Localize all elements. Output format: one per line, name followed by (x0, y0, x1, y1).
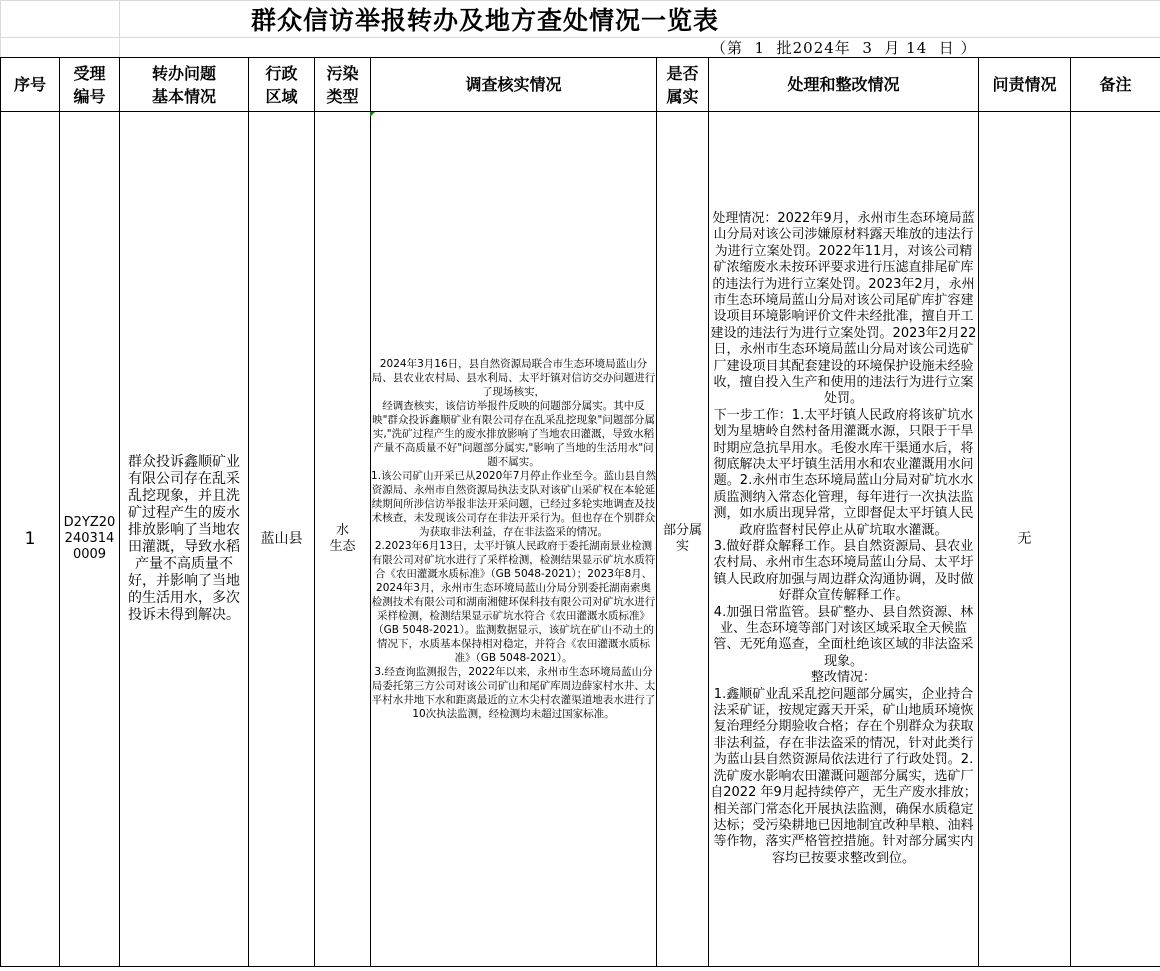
cell-issue[interactable]: 群众投诉鑫顺矿业有限公司存在乱采乱挖现象，并且洗矿过程产生的废水排放影响了当地农田灌溉，导致水稻产量不高质量不好，并影响了当地的生活用水，多次投诉未得到解决。 (120, 112, 249, 967)
header-issue: 转办问题 基本情况 (120, 58, 249, 112)
cell-seq[interactable]: 1 (1, 112, 60, 967)
header-acceptance-no: 受理 编号 (60, 58, 120, 112)
batch-date-line: （第 1 批2024年 3 月 14 日 ） (711, 39, 977, 57)
cell-handling[interactable]: 处理情况：2022年9月，永州市生态环境局蓝山分局对该公司涉嫌原材料露天堆放的违法行为进行立案处罚。2022年11月，对该公司精矿浓缩废水未按环评要求进行压滤直排尾矿库的违法行为进行立案处罚。2023年2月，永州市生态环境局蓝山分局对该公司尾矿库扩容建设项目环境影响评价文件未经批准，擅自开工建设的违法行为进行立案处罚。2023年2月22日，永州市生态环境局蓝山分局对该公司选矿厂建设项目其配套建设的环境保护设施未经验收，擅自投入生产和使用的违法行为进行立案处罚。 下一步工作：1.太平圩镇人民政府将该矿坑水划为星塘岭自然村备用灌溉水源，只限于干旱时期应急抗旱用水。毛俊水库干渠通水后，将彻底解决太平圩镇生活用水和农业灌溉用水问题。2.永州市生态环境局蓝山分局对矿坑水水质监测纳入常态化管理，每年进行一次执法监测，如水质出现异常，立即督促太平圩镇人民政府监督村民停止从矿坑取水灌溉。 3.做好群众解释工作。县自然资源局、县农业农村局、永州市生态环境局蓝山分局、太平圩镇人民政府加强与周边群众沟通协调，及时做好群众宣传解释工作。 4.加强日常监管。县矿整办、县自然资源、林业、生态环境等部门对该区域采取全天候监管、无死角巡查，全面杜绝该区域的非法盗采现象。 整改情况： 1.鑫顺矿业乱采乱挖问题部分属实，企业持合法采矿证，按规定露天开采，矿山地质环境恢复治理经分期验收合格；存在个别群众为获取非法利益，存在非法盗采的情况，针对此类行为蓝山县自然资源局依法进行了行政处罚。2.洗矿废水影响农田灌溉问题部分属实，选矿厂自2022 年9月起持续停产，无生产废水排放；相关部门常态化开展执法监测，确保水质稳定达标；受污染耕地已因地制宜改种旱粮、油料等作物，落实严格管控措施。针对部分属实内容均已按要求整改到位。 (709, 112, 979, 967)
header-remarks: 备注 (1071, 58, 1160, 112)
table-row (1, 112, 1160, 967)
complaint-table (0, 57, 1160, 967)
header-verified: 是否 属实 (657, 58, 709, 112)
header-seq: 序号 (1, 58, 60, 112)
cell-pollution-type[interactable]: 水 生态 (315, 112, 371, 967)
header-region: 行政 区域 (249, 58, 315, 112)
cell-acceptance-no[interactable]: D2YZ20 240314 0009 (60, 112, 120, 967)
header-row (1, 58, 1160, 112)
cell-region[interactable]: 蓝山县 (249, 112, 315, 967)
cell-verified[interactable]: 部分属实 (657, 112, 709, 967)
page-title: 群众信访举报转办及地方查处情况一览表 (250, 6, 719, 35)
header-handling: 处理和整改情况 (709, 58, 979, 112)
comment-marker-icon (370, 112, 375, 117)
cell-remarks[interactable] (1071, 112, 1160, 967)
cell-investigation[interactable]: 2024年3月16日，县自然资源局联合市生态环境局蓝山分局、县农业农村局、县水利局、太平圩镇对信访交办问题进行了现场核实， 经调查核实，该信访举报件反映的问题部分属实。其中反映"群众投诉鑫顺矿业有限公司存在乱采乱挖现象"问题部分属实,"洗矿过程产生的废水排放影响了当地农田灌溉，导致水稻产量不高质量不好"问题部分属实,"影响了当地的生活用水"问题不属实。 1.该公司矿山开采已从2020年7月停止作业至今。蓝山县自然资源局、永州市自然资源局执法支队对该矿山采矿权在本轮延续期间所涉信访举报非法开采问题，已经过多轮实地调查及技术核查，未发现该公司存在非法开采行为。但也存在个别群众为获取非法利益，存在非法盗采的情况。 2.2023年6月13日，太平圩镇人民政府于委托湖南景业检测有限公司对矿坑水进行了采样检测，检测结果显示矿坑水质符合《农田灌溉水质标准》（GB 5048-2021）；2023年8月、2024年3月，永州市生态环境局蓝山分局分别委托湖南索奥检测技术有限公司和湖南湘健环保科技有限公司对矿坑水进行采样检测，检测结果显示矿坑水符合《农田灌溉水质标准》（GB 5048-2021）。监测数据显示，该矿坑在矿山不动土的情况下，水质基本保持相对稳定，并符合《农田灌溉水质标准》（GB 5048-2021）。 3.经查询监测报告，2022年以来，永州市生态环境局蓝山分局委托第三方公司对该公司矿山和尾矿库周边薛家村水井、太平村水井地下水和距离最近的立木尖村农灌渠道地表水进行了10次执法监测，经检测均未超过国家标准。 (371, 112, 657, 967)
sheet-gridline (0, 0, 1160, 1)
header-accountability: 问责情况 (979, 58, 1071, 112)
header-pollution-type: 污染 类型 (315, 58, 371, 112)
sheet-gridline (0, 0, 1, 58)
cell-accountability[interactable]: 无 (979, 112, 1071, 967)
header-investigation: 调查核实情况 (371, 58, 657, 112)
